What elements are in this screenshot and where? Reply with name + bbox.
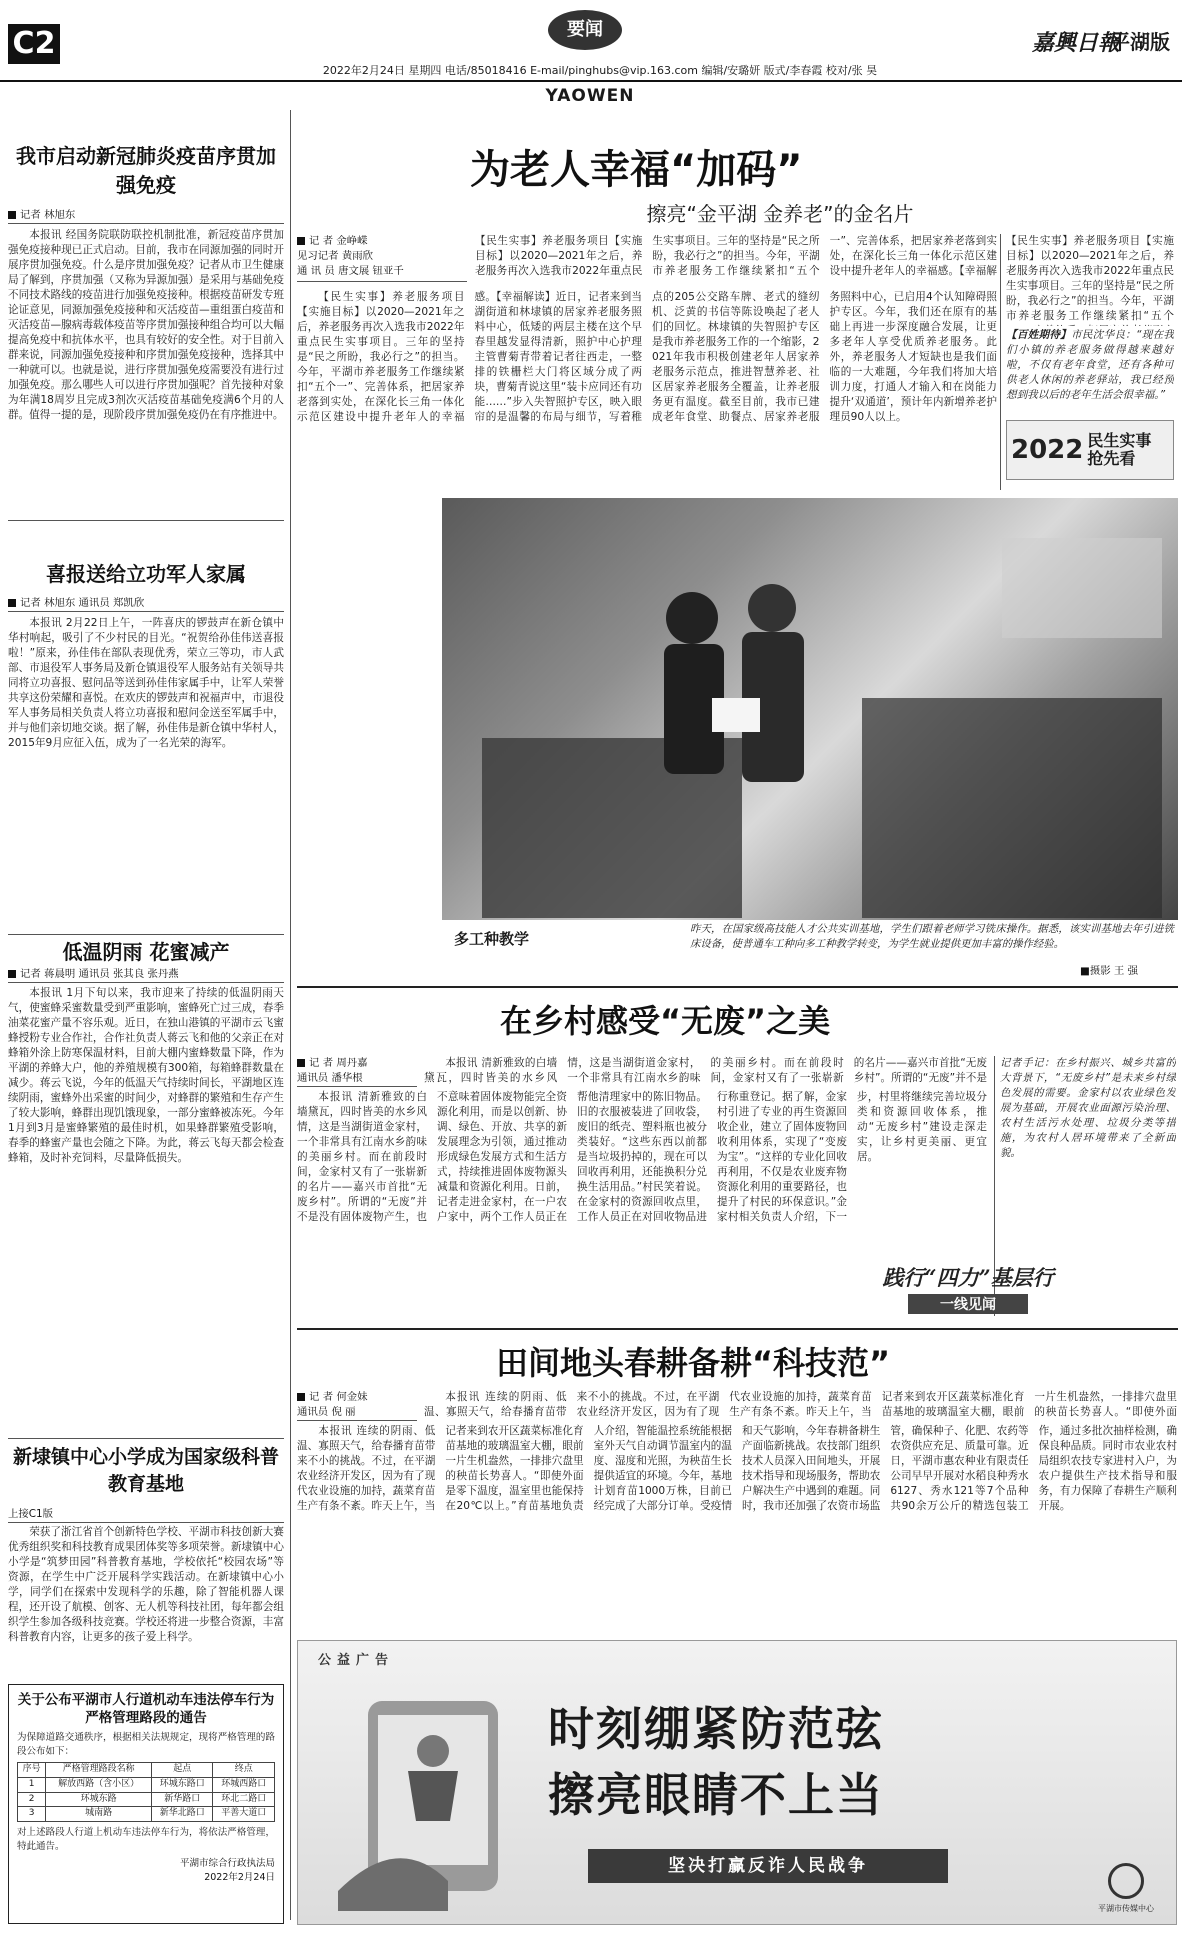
left-a2-body: 本报讯 2月22日上午，一阵喜庆的锣鼓声在新仓镇中华村响起，吸引了不少村民的目光。“祝贺给孙佳伟送喜报啦！”原来，孙佳伟在部队表现优秀，荣立三等功，市人武部、市退役军人事务局及新仓镇退役军人服务站有关领导共同将立功喜报、慰问品等送到孙佳伟家属手中，让军人荣誉共享这份荣耀和喜悦。在欢庆的锣鼓声和祝福声中，市退役军人事务局相关负责人将立功喜报和慰问金送至军属手中，并与他们亲切地交谈。据了解，孙佳伟是新仓镇中华村人，2015年9月应征入伍，成为了一名光荣的海军。 — [8, 617, 284, 750]
table-row: 1 解放西路（含小区） 环城东路口 环城西路口 — [18, 1778, 275, 1793]
workshop-photo-image — [442, 498, 1178, 920]
left-a4-title: 新埭镇中心小学成为国家级科普教育基地 — [12, 1446, 279, 1495]
middle-a2-body: 本报讯 连续的阴雨、低温、寡照天气，给春播育苗带来不小的挑战。不过，在平湖农业经济开发区，因为有了现代农业设施的加持，蔬菜育苗生产有条不紊。昨天上午，当记者来到农开区蔬菜标准化育苗基地的玻璃温室大棚，眼前一片生机盎然，一排排穴盘里的秧苗长势喜人。“即使外面是零下温度，温室里也能保持在20℃以上。”育苗基地负责人介绍，智能温控系统能根据室外天气自动调节温室内的温度、湿度和光照，为秧苗生长提供适宜的环境。今年，基地计划育苗1000万株，目前已经完成了大部分订单。受疫情和天气影响，今年春耕备耕生产面临新挑战。农技部门组织技术人员深入田间地头，开展技术指导和现场服务，帮助农户解决生产中遇到的难题。同时，我市还加强了农资市场监管，确保种子、化肥、农药等农资供应充足、质量可靠。近日，平湖市惠农种业有限责任公司早早开展对水稻良种秀水6127、秀水121等7个品种共90余万公斤的精选包装工作，通过多批次抽样检测，确保良种品质。同时市农业农村局组织农技专家进村入户，为农户提供生产技术指导和服务，有力保障了春耕生产顺利开展。 — [297, 1425, 1177, 1513]
left-a1-body: 本报讯 经国务院联防联控机制批准，新冠疫苗序贯加强免疫接种现已正式启动。目前，我市在同源加强的同时开展序贯加强免疫。什么是序贯加强免疫？记者从市卫生健康局了解到，序贯加强（又称为异源加强）是采用与基础免疫不同技术路线的疫苗进行加强免疫接种。根据疫苗研发专班论证意见，同源加强免疫接种和灭活疫苗—重组蛋白疫苗和灭活疫苗—腺病毒载体疫苗等序贯加强接种组合均可以大幅提高免疫中和抗体水平，也具有较好的安全性。对于目前入群来说，同源加强免疫接种和序贯加强免疫接种，选择其中一种就可以。也就是说，进行序贯加强免疫需要没有进行过加强免疫。那么哪些人可以进行序贯加强呢？首先接种对象为年满18周岁且完成3剂次灭活疫苗基础免疫满6个月的人群。值得一提的是，现阶段序贯加强免疫仍在有序推进中。 — [8, 229, 284, 422]
stamp-text: 民生实事抢先看 — [1087, 430, 1152, 468]
byline-marker-icon — [8, 970, 16, 978]
edition-label: 平湖版 — [1110, 30, 1170, 54]
left-divider — [290, 110, 291, 1920]
notice-table — [17, 1762, 275, 1822]
middle-a1-body: 本报讯 清新雅致的白墙黛瓦，四时皆美的水乡风情，这是当湖街道金家村，一个非常具有江南水乡韵味的美丽乡村。而在前段时间，金家村又有了一张崭新的名片——嘉兴市首批“无废乡村”。所谓的“无废”并不是没有固体废物产生，也不意味着固体废物能完全资源化利用，而是以创新、协调、绿色、开放、共享的新发展理念为引领，通过推动形成绿色发展方式和生活方式，持续推进固体废物源头减量和资源化利用。日前，记者走进金家村，在一户农户家中，两个工作人员正在帮他清理家中的陈旧物品。旧的衣服被装进了回收袋，废旧的纸壳、塑料瓶也被分类装好。“这些东西以前都是当垃圾扔掉的，现在可以回收再利用，还能换积分兑换生活用品。”村民笑着说。在金家村的资源回收点里，工作人员正在对回收物品进行称重登记。据了解，金家村引进了专业的再生资源回收企业，建立了固体废物回收利用体系，实现了“变废为宝”。“这样的专业化回收再利用，不仅是农业废弃物资源化利用的重要路径，也提升了村民的环保意识。”金家村相关负责人介绍，下一步，村里将继续完善垃圾分类和资源回收体系，推动“无废乡村”建设走深走实，让乡村更美丽、更宜居。 — [297, 1091, 987, 1224]
notice-date: 2022年2月24日 — [204, 1871, 275, 1883]
section-badge: 要闻 — [548, 10, 622, 50]
lead-byline: 记 者 金峥嵘 见习记者 黄雨欣 通 讯 员 唐文展 钮亚千 — [297, 234, 467, 282]
ad-line-2: 擦亮眼睛不上当 — [548, 1768, 884, 1822]
lead-title: 为老人幸福“加码” — [470, 147, 803, 193]
left-a4-body: 荣获了浙江省首个创新特色学校、平湖市科技创新大赛优秀组织奖和科技教育成果团体奖等多项荣誉。新埭镇中心小学是“筑梦田园”科普教育基地，学校依托“校园农场”等资源，在学生中广泛开展科学实践活动。在新埭镇中心小学，同学们在探索中发现科学的乐趣，除了智能机器人课程，还开设了航模、创客、无人机等科技社团，每年都会组织学生参加各级科技竞赛。学校还将进一步整合资源，丰富科普教育内容，让更多的孩子爱上科学。 — [8, 1526, 284, 1644]
page-code: C2 — [8, 24, 60, 64]
minsheng-stamp — [1006, 420, 1174, 480]
left-a3-title: 低温阴雨 花蜜减产 — [62, 940, 230, 964]
byline-marker-icon — [297, 1059, 305, 1067]
section-pinyin: YAOWEN — [545, 86, 635, 106]
ad-line-1: 时刻绷紧防范弦 — [548, 1702, 884, 1756]
left-a3-byline: 记者 蒋晨明 通讯员 张其良 张丹燕 — [8, 967, 284, 983]
middle-a1-note: 记者手记：在乡村振兴、城乡共富的大背景下，“无废乡村”是未来乡村绿色发展的需要。金家村以农业绿色发展为基础，开展农业面源污染治理、农村生活污水处理、垃圾分类等措施，为农村人居环境带来了全新面貌。 — [1000, 1057, 1176, 1160]
ad-illustration — [338, 1681, 558, 1911]
lead-body: 【民生实事】养老服务项目【实施目标】以2020—2021年之后，养老服务再次入选我市2022年重点民生实事项目。三年的坚持是“民之所盼，我必行之”的担当。今年，平湖市养老服务工作继续紧扣“五个一”、完善体系，把居家养老落到实处，在深化长三角一体化示范区建设中提升老年人的幸福感。【幸福解读】近日，记者来到当湖街道和林埭镇的居家养老服务照料中心，低矮的两层主楼在这个早春里越发显得清新，照护中心护理主管曹菊青带着记者往西走，一整排的铁栅栏大门将区域分成了两块，曹菊青说这里“装卡应同还有功能……”步入失智照护专区，映入眼帘的是温馨的布局与细节，写着稚点的205公交路车牌、老式的缝纫机、泛黄的书信等陈设唤起了老人们的回忆。林埭镇的失智照护专区是我市养老服务工作的一个缩影，2021年我市积极创建老年人居家养老服务示范点，推进智慧养老、社区居家养老服务全覆盖，让养老服务更有温度。截至目前，我市已建成老年食堂、助餐点、居家养老服务照料中心，已启用4个认知障碍照护专区。今年，我们还在原有的基础上再进一步深度融合发展，让更多老年人享受优质养老服务。此外，养老服务人才短缺也是我们面临的一大难题，今年我们将加大培训力度，打通人才输入和在岗能力提升‘双通道’，预计年内新增养老护理员90人以上。 — [297, 291, 997, 424]
paper-name: 嘉興日報 — [1032, 30, 1121, 56]
middle-a1-byline: 记 者 周丹嘉 通讯员 潘华根 — [297, 1056, 417, 1087]
ad-logo-text: 平湖市传媒中心 — [1098, 1904, 1154, 1913]
media-logo-icon — [1108, 1863, 1144, 1899]
left-a1-byline: 记者 林旭东 — [8, 208, 284, 224]
lead-body-top: 【民生实事】养老服务项目【实施目标】以2020—2021年之后，养老服务再次入选我市2022年重点民生实事项目。三年的坚持是“民之所盼，我必行之”的担当。今年，平湖市养老服务工作继续紧扣“五个一”、完善体系，把居家养老落到实处，在深化长三角一体化示范区建设中提升老年人的幸福感。【幸福解 — [475, 235, 997, 278]
stamp-year: 2022 — [1011, 435, 1084, 465]
table-row: 3 城南路 新华北路口 平善大道口 — [18, 1807, 275, 1822]
photo-credit: ■摄影 王 强 — [1080, 965, 1138, 977]
stamp-title: 践行“四力”基层行 — [882, 1265, 1054, 1290]
left-a2-byline: 记者 林旭东 通讯员 郑凯欣 — [8, 596, 284, 612]
middle-a2-byline: 记 者 何金妹 通讯员 倪 丽 — [297, 1390, 417, 1421]
photo-caption-title: 多工种教学 — [454, 930, 530, 948]
byline-marker-icon — [8, 211, 16, 219]
masthead-rule — [0, 80, 1182, 82]
middle-a1-title: 在乡村感受“无废”之美 — [500, 1002, 831, 1040]
ad-slogan: 坚决打赢反诈人民战争 — [588, 1849, 948, 1883]
notice-footer: 对上述路段人行道上机动车违法停车行为，将依法严格管理，特此通告。 — [17, 1827, 275, 1852]
left-a3-body: 本报讯 1月下旬以来，我市迎来了持续的低温阴雨天气，使蜜蜂采蜜数量受到严重影响，蜜蜂死亡过三成，春季油菜花蜜产量不容乐观。近日，在独山港镇的平湖市云飞蜜蜂授粉专业合作社，合作社负责人蒋云飞和他的父亲正在对蜂箱外涂上防寒保温材料，目前大棚内蜜蜂数量下降，作为平湖的养蜂大户，他的养殖规模有300箱，每箱蜂群数量在减少。蒋云飞说，今年的低温天气持续时间长，平湖地区连续阴雨，蜜蜂外出采蜜的时间少，对蜂群的繁殖和生存产生了较大影响，蜂群出现饥饿现象，一部分蜜蜂被冻死。今年1月到3月是蜜蜂繁殖的最佳时机，如果蜂群繁殖受影响，春季的蜂蜜产量也会随之下降。为此，蒋云飞每天都会检查蜂箱，及时补充饲料，尽量降低损失。 — [8, 987, 284, 1165]
byline-marker-icon — [8, 599, 16, 607]
table-row: 2 环城东路 新华路口 环北二路口 — [18, 1792, 275, 1807]
photo-caption: 昨天，在国家级高技能人才公共实训基地，学生们跟着老师学习铣床操作。据悉，该实训基地去年引进铣床设备，使普通车工种向多工种教学转变，为学生就业提供更加丰富的操作经验。 — [690, 923, 1174, 951]
left-a4-lead: 上接C1版 — [8, 1507, 284, 1523]
masthead-meta: 2022年2月24日 星期四 电话/85018416 E-mail/pinghubs@vip.163.com 编辑/安璐妍 版式/李春霞 校对/张 昊 — [322, 64, 878, 77]
lead-commentary: 【民生实事】养老服务项目【实施目标】以2020—2021年之后，养老服务再次入选我市2022年重点民生实事项目。三年的坚持是“民之所盼，我必行之”的担当。今年，平湖市养老服务工作继续紧扣“五个 【百姓期待】市民沈华良：“现在我们小镇的养老服务做得越来越好啦，不仅有老年食堂，还有各种可供老人休闲的养老驿站，我已经预想到我以后的老年生活会很幸福。” — [1006, 235, 1174, 402]
middle-a2-title: 田间地头春耕备耕“科技范” — [496, 1344, 891, 1382]
notice-table-header: 序号 严格管理路段名称 起点 终点 — [18, 1763, 275, 1778]
notice-title: 关于公布平湖市人行道机动车违法停车行为严格管理路段的通告 — [17, 1692, 275, 1727]
workshop-photo — [442, 498, 1178, 920]
notice-box — [8, 1684, 284, 1924]
byline-marker-icon — [297, 1393, 305, 1401]
jiceng-stamp — [838, 1262, 1098, 1318]
left-a2-title: 喜报送给立功军人家属 — [46, 562, 246, 586]
middle-a1-body-top: 本报讯 清新雅致的白墙黛瓦，四时皆美的水乡风情，这是当湖街道金家村，一个非常具有江南水乡韵味的美丽乡村。而在前段时间，金家村又有了一张崭新的名片——嘉兴市首批“无废乡村”。所谓的“无废”并不是 — [424, 1057, 987, 1085]
public-service-ad — [297, 1640, 1177, 1925]
notice-sign: 平湖市综合行政执法局 — [179, 1858, 275, 1870]
ad-tag: 公益广告 — [318, 1653, 395, 1668]
left-a1-title: 我市启动新冠肺炎疫苗序贯加强免疫 — [16, 144, 276, 197]
lead-subtitle: 擦亮“金平湖 金养老”的金名片 — [646, 202, 914, 226]
stamp-subtitle: 一线见闻 — [908, 1294, 1028, 1314]
middle-a2-body-top: 本报讯 连续的阴雨、低温、寡照天气，给春播育苗带来不小的挑战。不过，在平湖农业经济开发区，因为有了现代农业设施的加持，蔬菜育苗生产有条不紊。昨天上午，当记者来到农开区蔬菜标准化育苗基地的玻璃温室大棚，眼前一片生机盎然，一排排穴盘里的秧苗长势喜人。“即使外面 — [424, 1391, 1177, 1419]
byline-marker-icon — [297, 237, 305, 245]
notice-intro: 为保障道路交通秩序，根据相关法规规定，现将严格管理的路段公布如下： — [17, 1732, 275, 1757]
